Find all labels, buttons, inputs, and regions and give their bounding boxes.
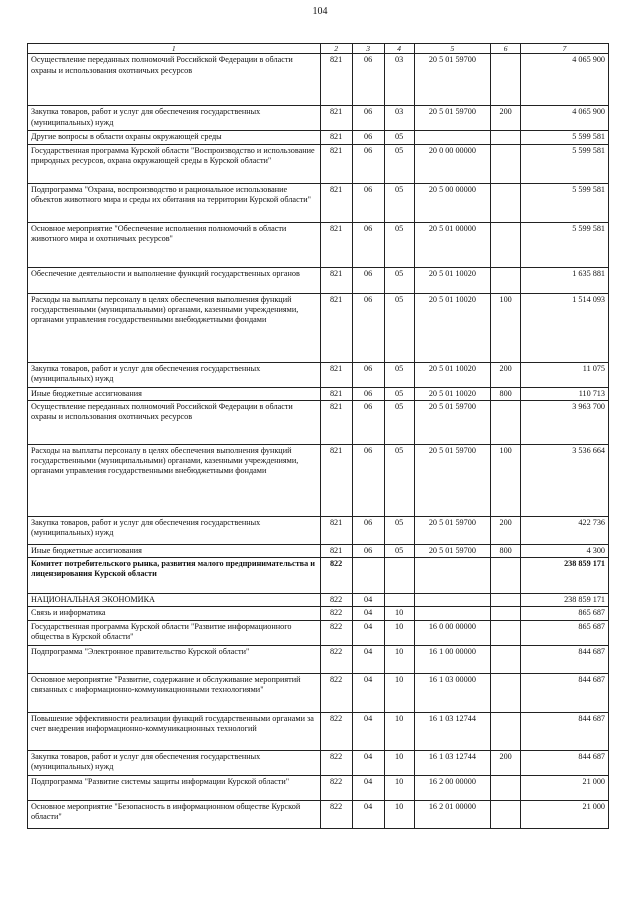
subsection-code: 10 bbox=[384, 712, 414, 750]
amount: 844 687 bbox=[521, 645, 609, 673]
subsection-code bbox=[384, 558, 414, 594]
table-row bbox=[28, 558, 609, 594]
target-article-code: 20 5 01 00000 bbox=[414, 222, 491, 267]
expense-type-code bbox=[491, 775, 521, 800]
target-article-code bbox=[414, 594, 491, 607]
ministry-code: 822 bbox=[320, 750, 352, 775]
subsection-code: 10 bbox=[384, 800, 414, 828]
target-article-code: 20 5 01 10020 bbox=[414, 293, 491, 362]
expense-type-code: 200 bbox=[491, 362, 521, 387]
row-name: Основное мероприятие "Безопасность в информационном обществе Курской области" bbox=[28, 800, 321, 828]
amount: 21 000 bbox=[521, 800, 609, 828]
subsection-code: 05 bbox=[384, 293, 414, 362]
section-code: 06 bbox=[352, 400, 384, 444]
target-article-code: 20 5 01 59700 bbox=[414, 400, 491, 444]
ministry-code: 821 bbox=[320, 106, 352, 131]
target-article-code: 20 5 01 59700 bbox=[414, 544, 491, 557]
target-article-code bbox=[414, 607, 491, 620]
ministry-code: 822 bbox=[320, 607, 352, 620]
ministry-code: 821 bbox=[320, 444, 352, 516]
amount: 110 713 bbox=[521, 387, 609, 400]
row-name: Другие вопросы в области охраны окружающей среды bbox=[28, 131, 321, 144]
column-number: 4 bbox=[384, 44, 414, 54]
row-name: Закупка товаров, работ и услуг для обеспечения государственных (муниципальных) нужд bbox=[28, 516, 321, 544]
table-row bbox=[28, 106, 609, 131]
section-code: 04 bbox=[352, 750, 384, 775]
subsection-code: 05 bbox=[384, 544, 414, 557]
table-row bbox=[28, 362, 609, 387]
amount: 238 859 171 bbox=[521, 558, 609, 594]
subsection-code: 05 bbox=[384, 144, 414, 183]
table-row bbox=[28, 712, 609, 750]
row-name: Подпрограмма "Электронное правительство Курской области" bbox=[28, 645, 321, 673]
subsection-code: 05 bbox=[384, 400, 414, 444]
expense-type-code bbox=[491, 620, 521, 645]
target-article-code: 16 2 01 00000 bbox=[414, 800, 491, 828]
row-name: Расходы на выплаты персоналу в целях обеспечения выполнения функций государственными (муниципальными) органами, казенными учреждениями, органами управления государственными внебюджетными фондами bbox=[28, 444, 321, 516]
expense-type-code: 200 bbox=[491, 106, 521, 131]
expense-type-code: 200 bbox=[491, 750, 521, 775]
subsection-code: 03 bbox=[384, 54, 414, 106]
section-code: 04 bbox=[352, 645, 384, 673]
subsection-code: 10 bbox=[384, 673, 414, 712]
amount: 21 000 bbox=[521, 775, 609, 800]
row-name: Иные бюджетные ассигнования bbox=[28, 387, 321, 400]
amount: 3 536 664 bbox=[521, 444, 609, 516]
column-number: 3 bbox=[352, 44, 384, 54]
subsection-code: 10 bbox=[384, 775, 414, 800]
section-code: 06 bbox=[352, 54, 384, 106]
expense-type-code bbox=[491, 800, 521, 828]
expense-type-code bbox=[491, 607, 521, 620]
budget-table bbox=[27, 43, 609, 829]
amount: 238 859 171 bbox=[521, 594, 609, 607]
section-code: 06 bbox=[352, 362, 384, 387]
subsection-code: 05 bbox=[384, 267, 414, 293]
table-row bbox=[28, 594, 609, 607]
expense-type-code: 100 bbox=[491, 293, 521, 362]
amount: 844 687 bbox=[521, 750, 609, 775]
row-name: Основное мероприятие "Развитие, содержание и обслуживание мероприятий связанных с информационно-коммуникационными технологиями" bbox=[28, 673, 321, 712]
target-article-code: 16 1 03 00000 bbox=[414, 673, 491, 712]
row-name: Комитет потребительского рынка, развития малого предпринимательства и лицензирования Курской области bbox=[28, 558, 321, 594]
expense-type-code bbox=[491, 400, 521, 444]
table-row bbox=[28, 775, 609, 800]
row-name: Государственная программа Курской области "Воспроизводство и использование природных ресурсов, охрана окружающей среды в Курской области" bbox=[28, 144, 321, 183]
expense-type-code bbox=[491, 712, 521, 750]
row-name: Связь и информатика bbox=[28, 607, 321, 620]
expense-type-code: 800 bbox=[491, 544, 521, 557]
amount: 5 599 581 bbox=[521, 144, 609, 183]
table-row bbox=[28, 54, 609, 106]
subsection-code: 05 bbox=[384, 362, 414, 387]
column-number: 1 bbox=[28, 44, 321, 54]
section-code: 04 bbox=[352, 607, 384, 620]
row-name: Подпрограмма "Развитие системы защиты информации Курской области" bbox=[28, 775, 321, 800]
section-code: 06 bbox=[352, 106, 384, 131]
expense-type-code bbox=[491, 131, 521, 144]
ministry-code: 821 bbox=[320, 144, 352, 183]
row-name: Закупка товаров, работ и услуг для обеспечения государственных (муниципальных) нужд bbox=[28, 362, 321, 387]
amount: 5 599 581 bbox=[521, 131, 609, 144]
amount: 844 687 bbox=[521, 712, 609, 750]
ministry-code: 822 bbox=[320, 594, 352, 607]
expense-type-code bbox=[491, 558, 521, 594]
expense-type-code: 200 bbox=[491, 516, 521, 544]
table-row bbox=[28, 620, 609, 645]
section-code: 06 bbox=[352, 267, 384, 293]
target-article-code: 16 1 03 12744 bbox=[414, 750, 491, 775]
column-number: 6 bbox=[491, 44, 521, 54]
target-article-code bbox=[414, 558, 491, 594]
row-name: Основное мероприятие "Обеспечение исполнения полномочий в области животного мира и охотничьих ресурсов" bbox=[28, 222, 321, 267]
target-article-code: 16 2 00 00000 bbox=[414, 775, 491, 800]
section-code: 06 bbox=[352, 516, 384, 544]
subsection-code: 05 bbox=[384, 516, 414, 544]
table-row bbox=[28, 144, 609, 183]
section-code: 06 bbox=[352, 293, 384, 362]
page-number: 104 bbox=[312, 6, 328, 17]
expense-type-code bbox=[491, 673, 521, 712]
table-row bbox=[28, 400, 609, 444]
target-article-code bbox=[414, 131, 491, 144]
subsection-code: 03 bbox=[384, 106, 414, 131]
section-code: 06 bbox=[352, 183, 384, 222]
row-name: Осуществление переданных полномочий Российской Федерации в области охраны и использования охотничьих ресурсов bbox=[28, 400, 321, 444]
ministry-code: 821 bbox=[320, 362, 352, 387]
amount: 4 065 900 bbox=[521, 54, 609, 106]
subsection-code: 05 bbox=[384, 444, 414, 516]
table-row bbox=[28, 444, 609, 516]
table-row bbox=[28, 516, 609, 544]
target-article-code: 20 5 01 59700 bbox=[414, 516, 491, 544]
subsection-code: 10 bbox=[384, 607, 414, 620]
table-row bbox=[28, 800, 609, 828]
ministry-code: 821 bbox=[320, 131, 352, 144]
ministry-code: 822 bbox=[320, 645, 352, 673]
section-code: 04 bbox=[352, 800, 384, 828]
amount: 1 635 881 bbox=[521, 267, 609, 293]
ministry-code: 821 bbox=[320, 183, 352, 222]
section-code: 06 bbox=[352, 444, 384, 516]
expense-type-code bbox=[491, 267, 521, 293]
target-article-code: 16 1 00 00000 bbox=[414, 645, 491, 673]
row-name: Закупка товаров, работ и услуг для обеспечения государственных (муниципальных) нужд bbox=[28, 106, 321, 131]
row-name: Осуществление переданных полномочий Российской Федерации в области охраны и использования охотничьих ресурсов bbox=[28, 54, 321, 106]
amount: 5 599 581 bbox=[521, 222, 609, 267]
ministry-code: 822 bbox=[320, 800, 352, 828]
expense-type-code bbox=[491, 645, 521, 673]
section-code: 06 bbox=[352, 222, 384, 267]
section-code: 04 bbox=[352, 594, 384, 607]
table-row bbox=[28, 645, 609, 673]
target-article-code: 20 5 00 00000 bbox=[414, 183, 491, 222]
row-name: Государственная программа Курской области "Развитие информационного общества в Курской области" bbox=[28, 620, 321, 645]
subsection-code: 05 bbox=[384, 222, 414, 267]
section-code: 06 bbox=[352, 544, 384, 557]
ministry-code: 821 bbox=[320, 54, 352, 106]
table-row bbox=[28, 387, 609, 400]
section-code bbox=[352, 558, 384, 594]
ministry-code: 821 bbox=[320, 267, 352, 293]
amount: 5 599 581 bbox=[521, 183, 609, 222]
table-row bbox=[28, 544, 609, 557]
table-row bbox=[28, 183, 609, 222]
ministry-code: 821 bbox=[320, 516, 352, 544]
table-row bbox=[28, 673, 609, 712]
section-code: 06 bbox=[352, 387, 384, 400]
amount: 3 963 700 bbox=[521, 400, 609, 444]
ministry-code: 821 bbox=[320, 387, 352, 400]
subsection-code: 05 bbox=[384, 387, 414, 400]
subsection-code: 05 bbox=[384, 183, 414, 222]
target-article-code: 20 5 01 10020 bbox=[414, 267, 491, 293]
ministry-code: 821 bbox=[320, 222, 352, 267]
row-name: Закупка товаров, работ и услуг для обеспечения государственных (муниципальных) нужд bbox=[28, 750, 321, 775]
ministry-code: 821 bbox=[320, 544, 352, 557]
amount: 4 065 900 bbox=[521, 106, 609, 131]
expense-type-code: 100 bbox=[491, 444, 521, 516]
section-code: 04 bbox=[352, 775, 384, 800]
target-article-code: 20 5 01 59700 bbox=[414, 444, 491, 516]
section-code: 06 bbox=[352, 131, 384, 144]
subsection-code: 10 bbox=[384, 645, 414, 673]
amount: 1 514 093 bbox=[521, 293, 609, 362]
amount: 4 300 bbox=[521, 544, 609, 557]
ministry-code: 822 bbox=[320, 712, 352, 750]
expense-type-code: 800 bbox=[491, 387, 521, 400]
target-article-code: 16 1 03 12744 bbox=[414, 712, 491, 750]
row-name: НАЦИОНАЛЬНАЯ ЭКОНОМИКА bbox=[28, 594, 321, 607]
target-article-code: 20 5 01 10020 bbox=[414, 387, 491, 400]
subsection-code: 05 bbox=[384, 131, 414, 144]
column-number: 5 bbox=[414, 44, 491, 54]
table-row bbox=[28, 293, 609, 362]
column-number: 7 bbox=[521, 44, 609, 54]
row-name: Расходы на выплаты персоналу в целях обеспечения выполнения функций государственными (муниципальными) органами, казенными учреждениями, органами управления государственными внебюджетными фондами bbox=[28, 293, 321, 362]
ministry-code: 822 bbox=[320, 620, 352, 645]
row-name: Подпрограмма "Охрана, воспроизводство и рациональное использование объектов животного мира и среды их обитания на территории Курской области" bbox=[28, 183, 321, 222]
ministry-code: 821 bbox=[320, 400, 352, 444]
target-article-code: 16 0 00 00000 bbox=[414, 620, 491, 645]
subsection-code: 10 bbox=[384, 620, 414, 645]
section-code: 04 bbox=[352, 712, 384, 750]
expense-type-code bbox=[491, 144, 521, 183]
expense-type-code bbox=[491, 183, 521, 222]
row-name: Повышение эффективности реализации функций государственными органами за счет внедрения информационно-коммуникационных технологий bbox=[28, 712, 321, 750]
row-name: Иные бюджетные ассигнования bbox=[28, 544, 321, 557]
section-code: 04 bbox=[352, 673, 384, 712]
row-name: Обеспечение деятельности и выполнение функций государственных органов bbox=[28, 267, 321, 293]
table-row bbox=[28, 607, 609, 620]
expense-type-code bbox=[491, 594, 521, 607]
ministry-code: 821 bbox=[320, 293, 352, 362]
section-code: 06 bbox=[352, 144, 384, 183]
ministry-code: 822 bbox=[320, 558, 352, 594]
amount: 11 075 bbox=[521, 362, 609, 387]
ministry-code: 822 bbox=[320, 673, 352, 712]
section-code: 04 bbox=[352, 620, 384, 645]
subsection-code: 10 bbox=[384, 750, 414, 775]
amount: 865 687 bbox=[521, 607, 609, 620]
amount: 422 736 bbox=[521, 516, 609, 544]
column-number: 2 bbox=[320, 44, 352, 54]
table-row bbox=[28, 222, 609, 267]
expense-type-code bbox=[491, 54, 521, 106]
amount: 865 687 bbox=[521, 620, 609, 645]
table-row bbox=[28, 267, 609, 293]
target-article-code: 20 5 01 10020 bbox=[414, 362, 491, 387]
table-row bbox=[28, 131, 609, 144]
target-article-code: 20 5 01 59700 bbox=[414, 54, 491, 106]
ministry-code: 822 bbox=[320, 775, 352, 800]
column-number-row bbox=[28, 44, 609, 54]
target-article-code: 20 0 00 00000 bbox=[414, 144, 491, 183]
table-row bbox=[28, 750, 609, 775]
target-article-code: 20 5 01 59700 bbox=[414, 106, 491, 131]
amount: 844 687 bbox=[521, 673, 609, 712]
subsection-code bbox=[384, 594, 414, 607]
expense-type-code bbox=[491, 222, 521, 267]
